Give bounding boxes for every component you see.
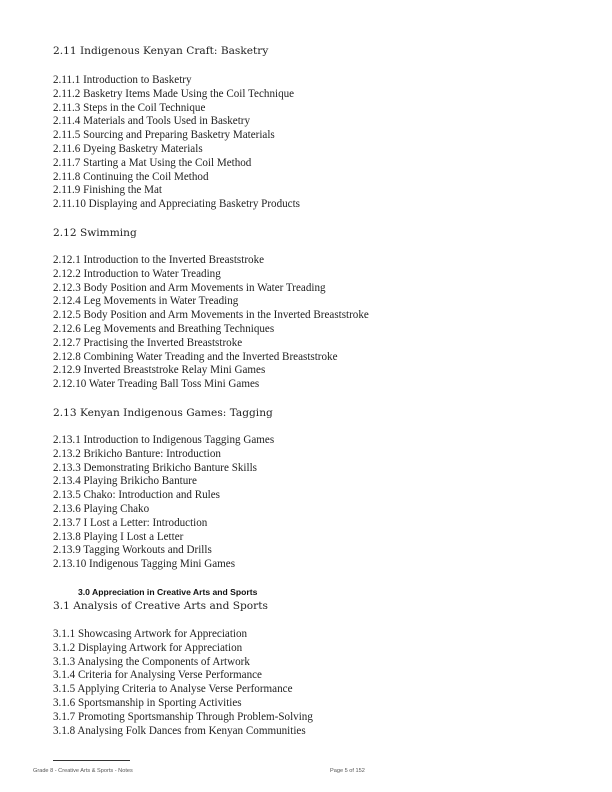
list-item: 2.13.4 Playing Brikicho Banture: [53, 475, 197, 488]
list-item: 2.11.8 Continuing the Coil Method: [53, 170, 209, 183]
section-list-3-1: [53, 628, 313, 738]
list-item: 2.11.2 Basketry Items Made Using the Coil Technique: [53, 87, 295, 100]
list-item: 2.11.5 Sourcing and Preparing Basketry Materials: [53, 129, 275, 142]
section-list-2-12: [53, 254, 369, 392]
list-item: 3.1.6 Sportsmanship in Sporting Activities: [53, 696, 242, 709]
list-item: 2.13.9 Tagging Workouts and Drills: [53, 544, 212, 557]
list-item: 2.12.10 Water Treading Ball Toss Mini Games: [53, 378, 260, 391]
section-list-2-11: [53, 74, 300, 212]
list-item: 3.1.8 Analysing Folk Dances from Kenyan Communities: [53, 724, 306, 737]
list-item: 2.11.7 Starting a Mat Using the Coil Method: [53, 156, 252, 169]
list-item: 3.1.4 Criteria for Analysing Verse Performance: [53, 669, 262, 682]
part-heading: 3.0 Appreciation in Creative Arts and Sports: [78, 587, 258, 597]
list-item: 2.11.4 Materials and Tools Used in Basketry: [53, 115, 251, 128]
list-item: 2.11.9 Finishing the Mat: [53, 184, 162, 197]
section-list-2-13: [53, 434, 274, 572]
list-item: 2.12.2 Introduction to Water Treading: [53, 267, 221, 280]
list-item: 2.12.9 Inverted Breaststroke Relay Mini Games: [53, 364, 266, 377]
list-item: 3.1.5 Applying Criteria to Analyse Verse Performance: [53, 683, 293, 696]
list-item: 2.13.8 Playing I Lost a Letter: [53, 530, 184, 543]
list-item: 2.11.10 Displaying and Appreciating Basketry Products: [53, 198, 301, 211]
list-item: 2.12.3 Body Position and Arm Movements in Water Treading: [53, 281, 326, 294]
list-item: 3.1.2 Displaying Artwork for Appreciation: [53, 641, 243, 654]
section-title-2-13: 2.13 Kenyan Indigenous Games: Tagging: [53, 407, 273, 419]
list-item: 2.12.1 Introduction to the Inverted Breaststroke: [53, 254, 265, 266]
list-item: 2.12.8 Combining Water Treading and the Inverted Breaststroke: [53, 350, 338, 363]
footer-page-number: Page 5 of 152: [330, 768, 365, 774]
list-item: 3.1.1 Showcasing Artwork for Appreciation: [53, 628, 248, 640]
list-item: 2.13.5 Chako: Introduction and Rules: [53, 489, 221, 502]
list-item: 2.11.1 Introduction to Basketry: [53, 74, 192, 86]
list-item: 2.11.3 Steps in the Coil Technique: [53, 101, 206, 114]
list-item: 2.13.7 I Lost a Letter: Introduction: [53, 516, 208, 529]
list-item: 2.13.10 Indigenous Tagging Mini Games: [53, 558, 236, 571]
list-item: 2.13.3 Demonstrating Brikicho Banture Skills: [53, 461, 257, 474]
list-item: 2.12.7 Practising the Inverted Breaststroke: [53, 336, 243, 349]
section-title-2-11: 2.11 Indigenous Kenyan Craft: Basketry: [53, 45, 269, 57]
section-title-3-1: 3.1 Analysis of Creative Arts and Sports: [53, 600, 268, 612]
list-item: 2.12.5 Body Position and Arm Movements in the Inverted Breaststroke: [53, 309, 369, 322]
list-item: 2.12.4 Leg Movements in Water Treading: [53, 295, 239, 308]
list-item: 3.1.7 Promoting Sportsmanship Through Problem-Solving: [53, 710, 313, 723]
footer-document-label: Grade 8 - Creative Arts & Sports - Notes: [33, 768, 133, 774]
section-title-2-12: 2.12 Swimming: [53, 227, 137, 239]
footer-divider: [53, 760, 130, 761]
list-item: 2.13.2 Brikicho Banture: Introduction: [53, 447, 221, 460]
list-item: 2.12.6 Leg Movements and Breathing Techniques: [53, 322, 275, 335]
list-item: 3.1.3 Analysing the Components of Artwork: [53, 655, 250, 668]
list-item: 2.13.6 Playing Chako: [53, 502, 150, 515]
list-item: 2.11.6 Dyeing Basketry Materials: [53, 142, 203, 155]
list-item: 2.13.1 Introduction to Indigenous Tagging Games: [53, 434, 275, 446]
